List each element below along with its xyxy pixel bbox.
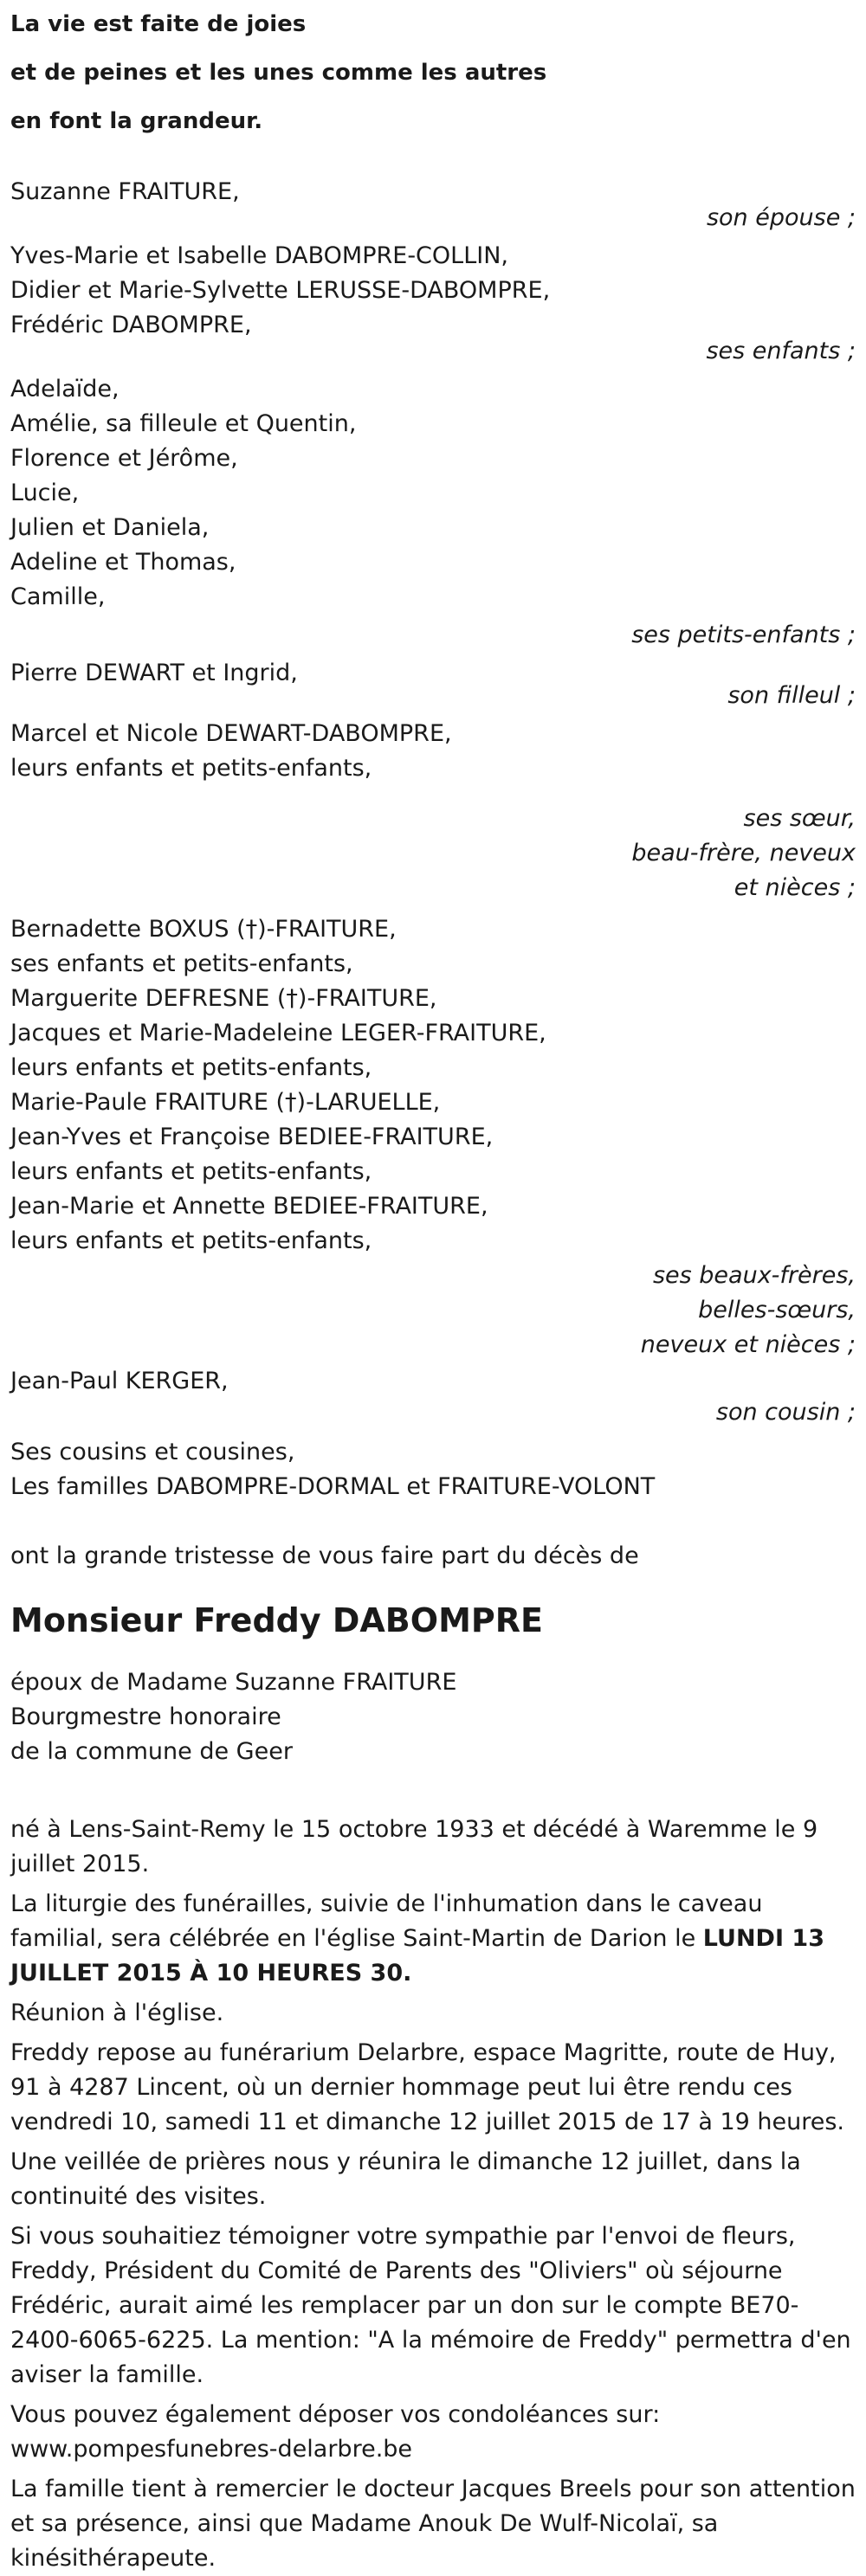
family-role: son filleul ; — [727, 682, 856, 709]
family-name: Adelaïde, — [10, 376, 120, 402]
announcement-text: ont la grande tristesse de vous faire part du décès de — [10, 1542, 639, 1569]
family-role: ses beaux-frères, — [652, 1262, 856, 1289]
liturgy-body: La liturgie des funérailles, suivie de l'inhumation dans le caveau familial, sera célébrée en l'église Saint-Martin de Darion le — [10, 1890, 763, 1952]
family-role: ses petits-enfants ; — [631, 621, 856, 648]
family-role: beau-frère, neveux — [631, 840, 856, 866]
title-line: de la commune de Geer — [10, 1738, 293, 1765]
family-name: leurs enfants et petits-enfants, — [10, 1054, 372, 1081]
family-name: Jacques et Marie-Madeleine LEGER-FRAITURE, — [10, 1020, 546, 1046]
family-name: Marguerite DEFRESNE (†)-FRAITURE, — [10, 985, 437, 1012]
birth-death-text: né à Lens-Saint-Remy le 15 octobre 1933 et décédé à Waremme le 9 juillet 2015. — [10, 1816, 818, 1877]
family-group-relatives — [10, 1435, 856, 1504]
family-name: Frédéric DABOMPRE, — [10, 312, 252, 338]
family-name: Julien et Daniela, — [10, 514, 210, 541]
family-name: Pierre DEWART et Ingrid, — [10, 660, 298, 686]
liturgy-text — [10, 1887, 856, 1991]
info-paragraph: Réunion à l'église. — [10, 2000, 224, 2026]
family-name: leurs enfants et petits-enfants, — [10, 1158, 372, 1185]
liturgy-date: LUNDI 13 JUILLET 2015 À 10 HEURES 30. — [10, 1925, 824, 1987]
family-role: belles-sœurs, — [698, 1297, 856, 1323]
info-paragraph: Freddy repose au funérarium Delarbre, espace Magritte, route de Huy, 91 à 4287 Lincent, où un dernier hommage peut lui être rendu ces vendredi 10, samedi 11 et dimanche 12 juillet 2015 de 17 à 19 heures. — [10, 2039, 844, 2135]
info-paragraph: La famille tient à remercier le docteur Jacques Breels pour son attention et sa présence, ainsi que Madame Anouk De Wulf-Nicolaï, sa kinésithérapeute. — [10, 2476, 856, 2572]
family-name: Camille, — [10, 583, 106, 610]
family-group-godson — [10, 656, 856, 713]
family-name: Adeline et Thomas, — [10, 549, 236, 576]
family-name: Marie-Paule FRAITURE (†)-LARUELLE, — [10, 1089, 441, 1116]
title-line: Bourgmestre honoraire — [10, 1703, 281, 1730]
info-paragraph: Si vous souhaitiez témoigner votre sympathie par l'envoi de fleurs, Freddy, Président du Comité de Parents des "Oliviers" où séjourne Frédéric, aurait aimé les remplacer par un don sur le compte BE70-2400-6065-6225. La mention: "A la mémoire de Freddy" permettra d'en aviser la famille. — [10, 2223, 851, 2388]
family-name: Marcel et Nicole DEWART-DABOMPRE, — [10, 720, 452, 747]
family-group-grandchildren — [10, 372, 856, 653]
family-name: Didier et Marie-Sylvette LERUSSE-DABOMPRE, — [10, 277, 551, 304]
quote-line: en font la grandeur. — [10, 108, 263, 134]
family-name: ses enfants et petits-enfants, — [10, 950, 353, 977]
quote-line: La vie est faite de joies — [10, 11, 307, 37]
deceased-name: Monsieur Freddy DABOMPRE — [10, 1601, 543, 1639]
family-group-sister — [10, 717, 856, 905]
family-role: son épouse ; — [706, 204, 856, 231]
family-name: Lucie, — [10, 480, 80, 506]
family-role: ses sœur, — [743, 805, 856, 832]
family-name: Suzanne FRAITURE, — [10, 178, 240, 205]
family-name: Ses cousins et cousines, — [10, 1439, 295, 1465]
info-paragraph: Vous pouvez également déposer vos condoléances sur: www.pompesfunebres-delarbre.be — [10, 2401, 661, 2463]
family-role: son cousin ; — [715, 1399, 856, 1426]
family-name: Yves-Marie et Isabelle DABOMPRE-COLLIN, — [10, 242, 508, 269]
family-name: Amélie, sa filleule et Quentin, — [10, 410, 357, 437]
family-role: neveux et nièces ; — [640, 1331, 856, 1358]
family-name: Jean-Marie et Annette BEDIEE-FRAITURE, — [10, 1193, 488, 1220]
family-name: leurs enfants et petits-enfants, — [10, 1227, 372, 1254]
deceased-titles — [10, 1665, 856, 1769]
family-group-in-laws — [10, 912, 856, 1362]
family-group-cousin — [10, 1364, 856, 1430]
family-role: et nièces ; — [734, 874, 856, 901]
family-name: leurs enfants et petits-enfants, — [10, 755, 372, 782]
family-name: Florence et Jérôme, — [10, 445, 238, 472]
family-name: Jean-Yves et Françoise BEDIEE-FRAITURE, — [10, 1124, 494, 1150]
family-group-children — [10, 239, 856, 369]
family-name: Les familles DABOMPRE-DORMAL et FRAITURE-VOLONT — [10, 1473, 656, 1500]
family-name: Bernadette BOXUS (†)-FRAITURE, — [10, 916, 397, 943]
info-paragraph: Une veillée de prières nous y réunira le dimanche 12 juillet, dans la continuité des visites. — [10, 2148, 801, 2210]
family-role: ses enfants ; — [706, 338, 856, 364]
family-group-spouse — [10, 175, 856, 235]
opening-quote — [10, 0, 856, 145]
family-name: Jean-Paul KERGER, — [10, 1368, 229, 1394]
quote-line: et de peines et les unes comme les autres — [10, 60, 547, 86]
title-line: époux de Madame Suzanne FRAITURE — [10, 1669, 457, 1696]
